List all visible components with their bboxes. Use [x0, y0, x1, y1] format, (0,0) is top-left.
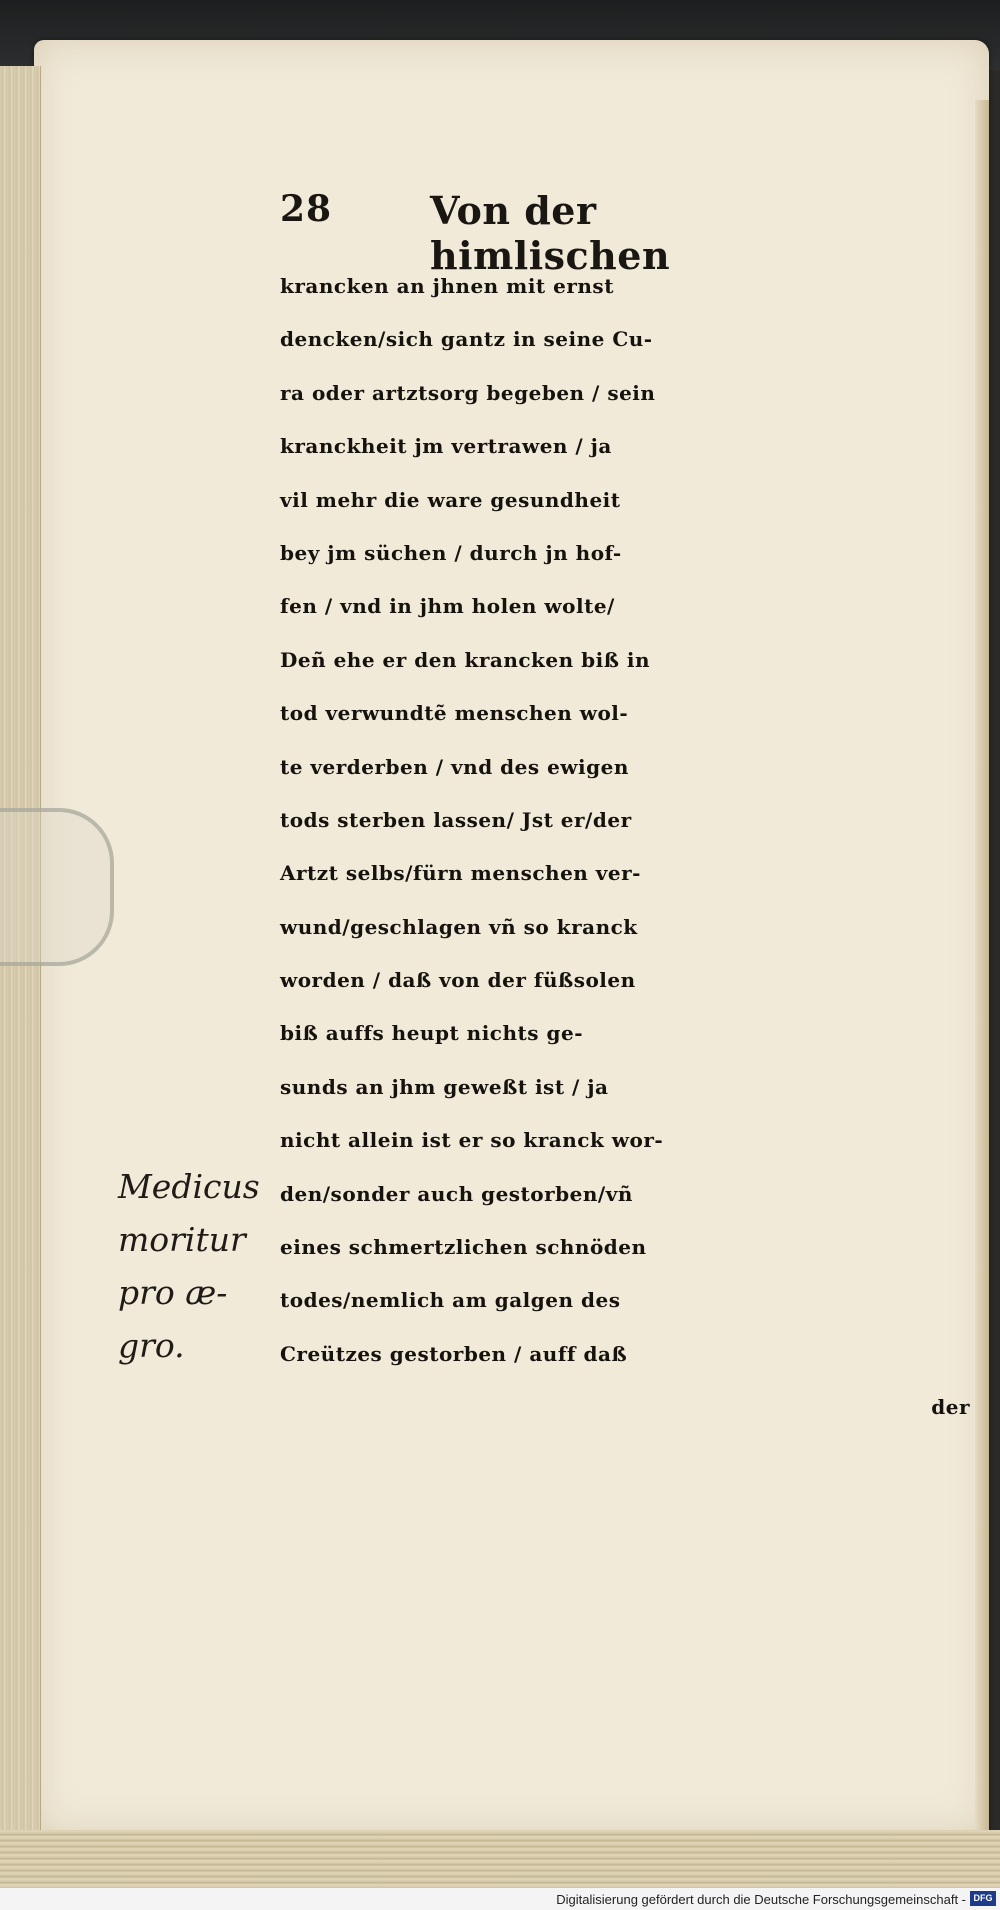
page-stack-bottom	[0, 1830, 1000, 1888]
marginal-line: moritur	[118, 1220, 246, 1259]
catchword: der	[931, 1395, 970, 1420]
page-header	[280, 188, 840, 278]
text-line: tods sterben lassen/ Jst er/der	[280, 807, 632, 832]
text-line: nicht allein ist er so kranck wor-	[280, 1128, 664, 1153]
text-line: ra oder artztsorg begeben / sein	[280, 380, 656, 405]
text-line: Deñ ehe er den krancken biß in	[280, 647, 650, 672]
dfg-logo-icon: DFG	[970, 1891, 996, 1906]
text-line: te verderben / vnd des ewigen	[280, 754, 629, 779]
page-number: 28	[280, 188, 333, 230]
marginal-note	[118, 1160, 278, 1372]
text-line: todes/nemlich am galgen des	[280, 1288, 621, 1313]
running-title: Von der himlischen	[430, 188, 671, 278]
text-line: kranckheit jm vertrawen / ja	[280, 434, 612, 459]
text-line: den/sonder auch gestorben/vñ	[280, 1181, 633, 1206]
text-line: worden / daß von der füßsolen	[280, 968, 636, 993]
marginal-line: gro.	[118, 1326, 185, 1365]
digitization-footer	[0, 1888, 1000, 1910]
text-line: biß auffs heupt nichts ge-	[280, 1021, 583, 1046]
body-text	[280, 260, 980, 1435]
funding-notice: Digitalisierung gefördert durch die Deutsche Forschungsgemeinschaft -	[556, 1892, 966, 1907]
text-line: sunds an jhm geweßt ist / ja	[280, 1074, 609, 1099]
text-line: eines schmertzlichen schnöden	[280, 1235, 647, 1260]
text-line: fen / vnd in jhm holen wolte/	[280, 594, 615, 619]
text-line: bey jm süchen / durch jn hof-	[280, 540, 622, 565]
text-line: dencken/sich gantz in seine Cu-	[280, 327, 653, 352]
text-line: vil mehr die ware gesundheit	[280, 487, 621, 512]
text-line: wund/geschlagen vñ so kranck	[280, 914, 638, 939]
text-line: krancken an jhnen mit ernst	[280, 274, 614, 298]
page-clip	[0, 808, 114, 966]
marginal-line: pro æ-	[118, 1273, 228, 1312]
marginal-line: Medicus	[118, 1167, 260, 1206]
text-line: Artzt selbs/fürn menschen ver-	[280, 861, 641, 886]
text-line: Creützes gestorben / auff daß	[280, 1341, 628, 1366]
text-line: tod verwundtẽ menschen wol-	[280, 701, 629, 726]
